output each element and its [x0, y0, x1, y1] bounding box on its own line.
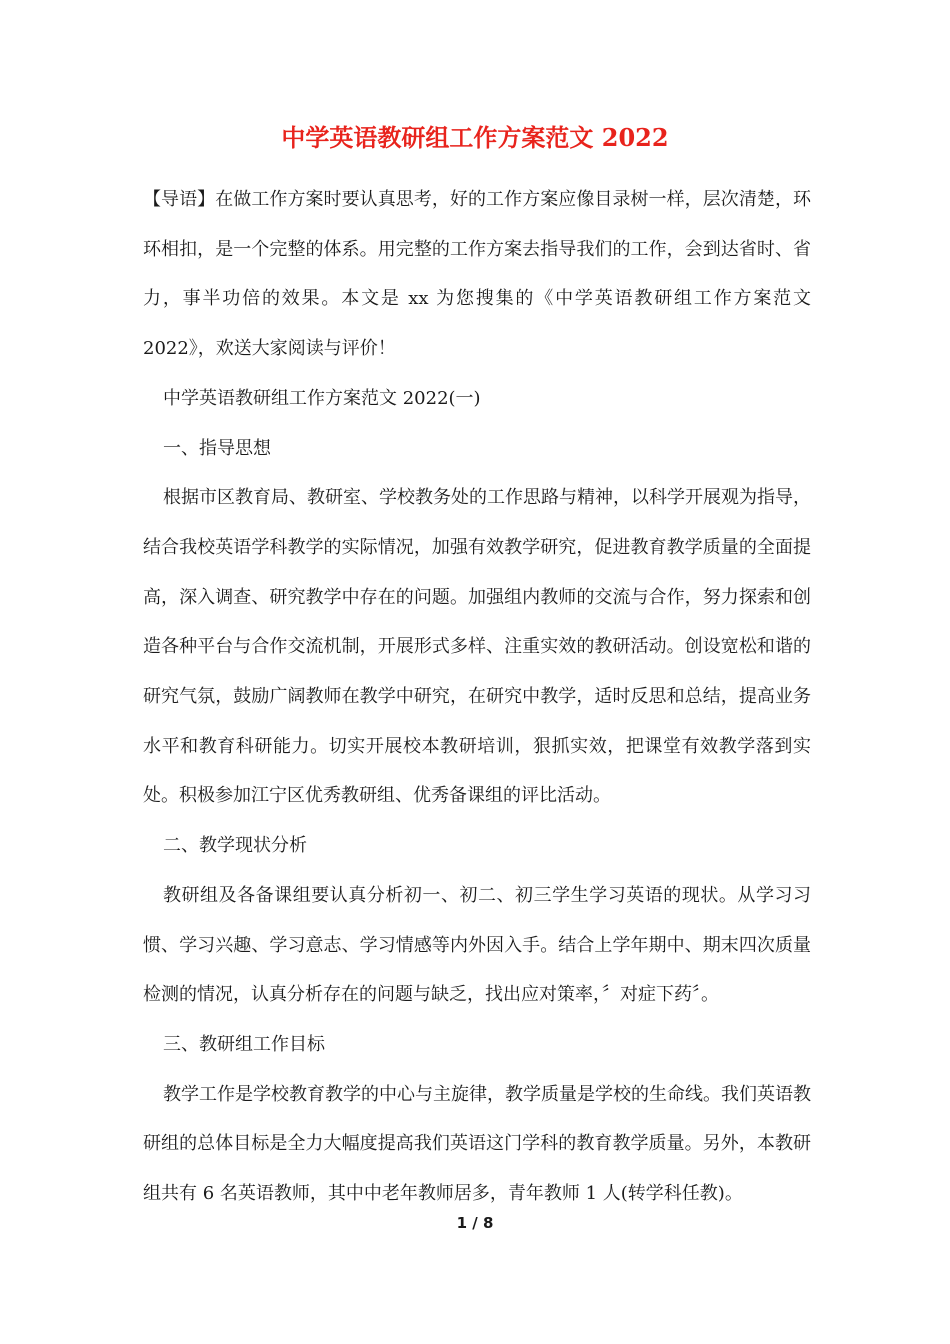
page-number: 1 / 8: [456, 1214, 494, 1232]
heading-guiding-ideology: 一、指导思想: [163, 437, 271, 459]
section-subtitle: 中学英语教研组工作方案范文 2022(一): [163, 387, 481, 409]
intro-paragraph: 【导语】在做工作方案时要认真思考，好的工作方案应像目录树一样，层次清楚，环环相扣，是一个完整的体系。用完整的工作方案去指导我们的工作，会到达省时、省力，事半功倍的效果。本文是 xx 为您搜集的《中学英语教研组工作方案范文 2022》，欢送大家阅读与评价！: [143, 189, 811, 360]
heading-teaching-analysis: 二、教学现状分析: [163, 835, 307, 857]
document-body: [143, 175, 811, 1219]
paragraph-teaching-analysis: 教研组及各备课组要认真分析初一、初二、初三学生学习英语的现状。从学习习惯、学习兴趣、学习意志、学习情感等内外因入手。结合上学年期中、期末四次质量检测的情况，认真分析存在的问题与缺乏，找出应对策率，〞对症下药〞。: [143, 884, 811, 1006]
paragraph-work-goals: 教学工作是学校教育教学的中心与主旋律，教学质量是学校的生命线。我们英语教研组的总体目标是全力大幅度提高我们英语这门学科的教育教学质量。另外，本教研组共有 6 名英语教师，其中中老年教师居多，青年教师 1 人(转学科任教)。: [143, 1083, 811, 1205]
document-title: 中学英语教研组工作方案范文 2022: [281, 123, 669, 152]
paragraph-guiding-ideology: 根据市区教育局、教研室、学校教务处的工作思路与精神，以科学开展观为指导，结合我校英语学科教学的实际情况，加强有效教学研究，促进教育教学质量的全面提高，深入调查、研究教学中存在的问题。加强组内教师的交流与合作，努力探索和创造各种平台与合作交流机制，开展形式多样、注重实效的教研活动。创设宽松和谐的研究气氛，鼓励广阔教师在教学中研究，在研究中教学，适时反思和总结，提高业务水平和教育科研能力。切实开展校本教研培训，狠抓实效，把课堂有效教学落到实处。积极参加江宁区优秀教研组、优秀备课组的评比活动。: [143, 487, 811, 807]
heading-work-goals: 三、教研组工作目标: [163, 1033, 325, 1055]
